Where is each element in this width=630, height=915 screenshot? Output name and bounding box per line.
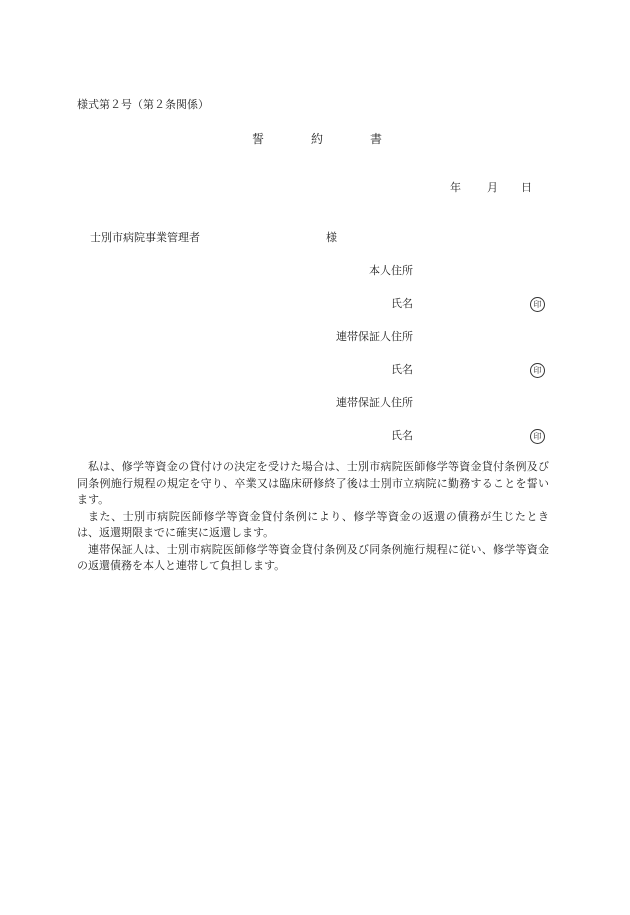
document-title-char-3: 書 — [370, 132, 383, 146]
guarantor-2-seal-icon: 印 — [530, 429, 545, 444]
addressee-honorific: 様 — [326, 231, 337, 244]
form-number: 様式第２号（第２条関係） — [77, 98, 209, 111]
guarantor-2-address-label: 連帯保証人住所 — [336, 396, 413, 409]
addressee-name: 士別市病院事業管理者 — [90, 231, 200, 244]
document-title-char-1: 誓 — [252, 132, 265, 146]
pledge-body — [77, 459, 549, 575]
date-month-label: 月 — [487, 181, 498, 194]
date-year-label: 年 — [450, 181, 461, 194]
guarantor-1-address-label: 連帯保証人住所 — [336, 330, 413, 343]
guarantor-2-name-label: 氏名 — [391, 429, 413, 442]
document-title-char-2: 約 — [311, 132, 324, 146]
guarantor-1-seal-icon: 印 — [530, 363, 545, 378]
pledge-paragraph-3: 連帯保証人は、士別市病院医師修学等資金貸付条例及び同条例施行規程に従い、修学等資金の返還債務を本人と連帯して負担します。 — [77, 542, 549, 572]
guarantor-1-name-label: 氏名 — [391, 363, 413, 376]
principal-seal-icon: 印 — [530, 297, 545, 312]
pledge-paragraph-2: また、士別市病院医師修学等資金貸付条例により、修学等資金の返還の債務が生じたときは、返還期限までに確実に返還します。 — [77, 509, 549, 539]
principal-name-label: 氏名 — [391, 297, 413, 310]
principal-address-label: 本人住所 — [369, 264, 413, 277]
pledge-paragraph-1: 私は、修学等資金の貸付けの決定を受けた場合は、士別市病院医師修学等資金貸付条例及び同条例施行規程の規定を守り、卒業又は臨床研修終了後は士別市立病院に勤務することを誓います。 — [77, 460, 549, 506]
date-day-label: 日 — [521, 181, 532, 194]
